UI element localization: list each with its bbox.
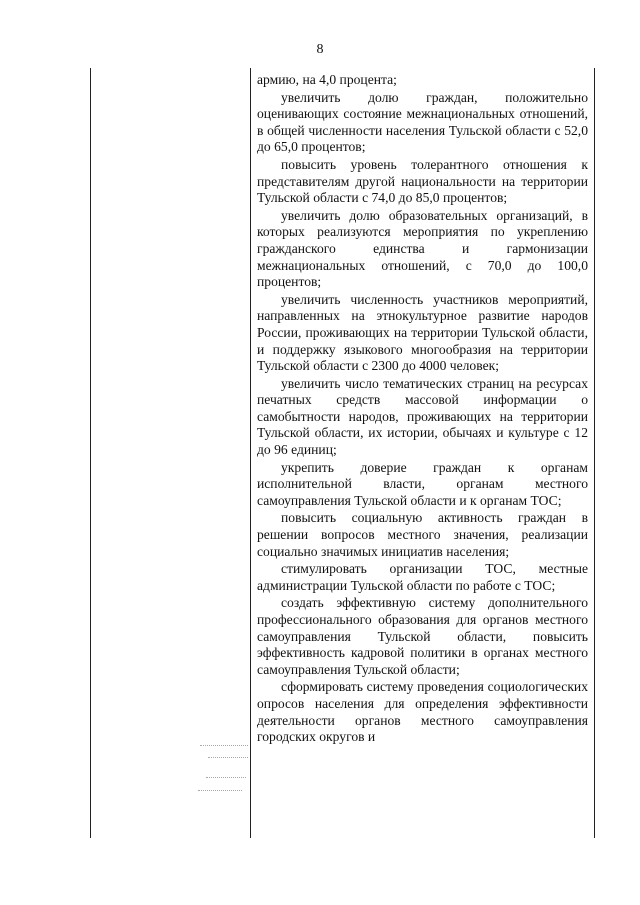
page-number: 8 [316, 42, 324, 57]
table-text-paragraph: укрепить доверие граждан к органам исполнительной власти, органам местного самоуправления Тульской области и к органам ТОС; [257, 459, 588, 508]
table-text-paragraph: армию, на 4,0 процента; [257, 72, 397, 87]
table-text-paragraph: повысить уровень толерантного отношения к представителям другой национальности на территории Тульской области с 74,0 до 85,0 процентов; [257, 156, 588, 206]
document-table [90, 68, 595, 838]
table-text-paragraph: увеличить долю образовательных организаций, в которых реализуются мероприятия по укреплению гражданского единства и гармонизации межнациональных отношений, с 70,0 до 100,0 процентов; [257, 207, 588, 290]
scan-artifact [200, 745, 248, 747]
table-text-paragraph: увеличить долю граждан, положительно оценивающих состояние межнациональных отношений, в общей численности населения Тульской области с 52,0 до 65,0 процентов; [257, 89, 588, 155]
scan-artifact [198, 790, 242, 792]
scan-artifact [208, 757, 248, 759]
table-text-paragraph: увеличить число тематических страниц на ресурсах печатных средств массовой информации о самобытности народов, проживающих на территории Тульской области, их истории, обычаях и культуре с 12 до 96 единиц; [257, 375, 588, 458]
table-text-paragraph: создать эффективную систему дополнительного профессионального образования для органов местного самоуправления Тульской области, повысить эффективность кадровой политики в органах местного самоуправления Тульской области; [257, 595, 588, 677]
scan-artifact [206, 777, 246, 779]
table-text-paragraph: увеличить численность участников мероприятий, направленных на этнокультурное развитие народов России, проживающих на территории Тульской области, и поддержку языкового многообразия на территории Тульской области с 2300 до 4000 человек; [257, 291, 588, 374]
table-text-paragraph: стимулировать организации ТОС, местные администрации Тульской области по работе с ТОС; [257, 561, 588, 593]
table-text-paragraph: повысить социальную активность граждан в решении вопросов местного значения, реализации социально значимых инициатив населения; [257, 510, 588, 559]
table-text-paragraph: сформировать систему проведения социологических опросов населения для определения эффективности деятельности органов местного самоуправления городских округов и [257, 679, 588, 745]
table-right-column [251, 68, 594, 838]
table-left-column [91, 68, 251, 838]
